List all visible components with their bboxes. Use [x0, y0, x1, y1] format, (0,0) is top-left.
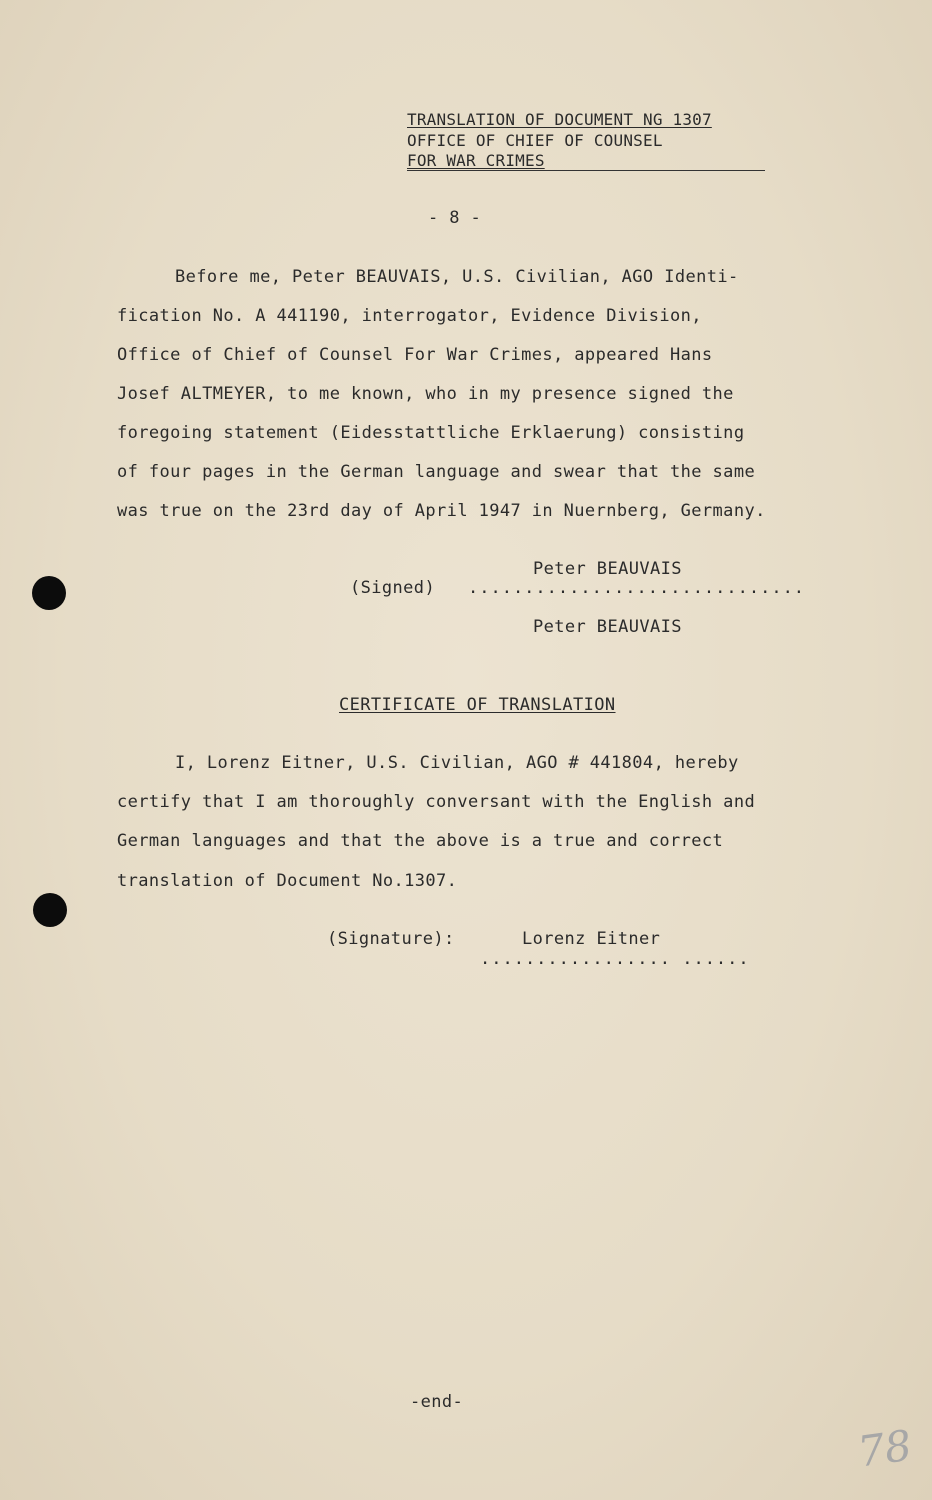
signature-dotted-line: ..............................: [468, 578, 806, 598]
header-line-3: FOR WAR CRIMES: [407, 151, 545, 170]
header-line-1: TRANSLATION OF DOCUMENT NG 1307: [407, 110, 712, 129]
header-rule: [407, 170, 765, 171]
affidavit-line: fication No. A 441190, interrogator, Evidence Division,: [117, 306, 702, 326]
header-line-2: OFFICE OF CHIEF OF COUNSEL: [407, 131, 663, 150]
certificate-line: translation of Document No.1307.: [117, 871, 458, 891]
signature-label: (Signature):: [327, 929, 455, 949]
binder-hole-bottom: [33, 893, 67, 927]
translator-dotted-line: ................. ......: [480, 949, 750, 969]
signer-name-top: Peter BEAUVAIS: [533, 559, 682, 579]
certificate-line: I, Lorenz Eitner, U.S. Civilian, AGO # 441804, hereby: [175, 753, 739, 773]
affidavit-line: Office of Chief of Counsel For War Crimes, appeared Hans: [117, 345, 713, 365]
affidavit-line: Josef ALTMEYER, to me known, who in my presence signed the: [117, 384, 734, 404]
translator-signature-name: Lorenz Eitner: [522, 929, 661, 949]
certificate-line: German languages and that the above is a true and correct: [117, 831, 724, 851]
certificate-title: CERTIFICATE OF TRANSLATION: [339, 695, 616, 715]
certificate-line: certify that I am thoroughly conversant with the English and: [117, 792, 756, 812]
affidavit-line: foregoing statement (Eidesstattliche Erklaerung) consisting: [117, 423, 745, 443]
signed-label: (Signed): [350, 578, 436, 598]
page-number: - 8 -: [428, 208, 482, 228]
end-mark: -end-: [410, 1392, 464, 1412]
pencil-page-number: 78: [854, 1420, 915, 1477]
affidavit-line: Before me, Peter BEAUVAIS, U.S. Civilian, AGO Identi-: [175, 267, 739, 287]
affidavit-line: was true on the 23rd day of April 1947 in Nuernberg, Germany.: [117, 501, 766, 521]
binder-hole-top: [32, 576, 66, 610]
signer-name-bottom: Peter BEAUVAIS: [533, 617, 682, 637]
affidavit-line: of four pages in the German language and swear that the same: [117, 462, 756, 482]
